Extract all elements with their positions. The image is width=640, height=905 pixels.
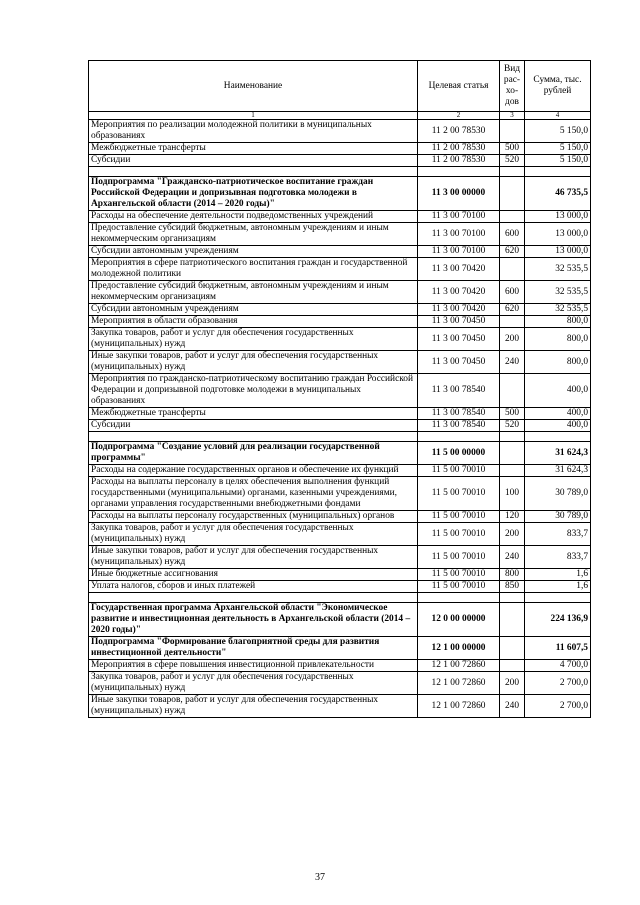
cell-amount: 13 000,0 <box>525 246 591 258</box>
cell-amount: 800,0 <box>525 351 591 374</box>
cell-expense-type: 620 <box>500 246 525 258</box>
cell-name: Мероприятия в сфере патриотического воспитания граждан и государственной молодежной политики <box>89 258 418 281</box>
cell-expense-type: 850 <box>500 581 525 593</box>
cell-expense-type: 240 <box>500 351 525 374</box>
cell-expense-type: 600 <box>500 223 525 246</box>
cell-target-code: 11 5 00 70010 <box>418 581 500 593</box>
cell-target-code: 12 1 00 72860 <box>418 695 500 718</box>
column-number: 2 <box>418 112 500 120</box>
cell-expense-type <box>500 603 525 637</box>
cell-name: Подпрограмма "Создание условий для реализации государственной программы" <box>89 442 418 465</box>
cell-target-code: 11 3 00 70100 <box>418 223 500 246</box>
cell-name: Иные закупки товаров, работ и услуг для обеспечения государственных (муниципальных) нужд <box>89 695 418 718</box>
budget-table-container <box>88 60 590 718</box>
cell-amount: 13 000,0 <box>525 223 591 246</box>
cell-name: Закупка товаров, работ и услуг для обеспечения государственных (муниципальных) нужд <box>89 328 418 351</box>
cell-name: Подпрограмма "Гражданско-патриотическое воспитание граждан Российской Федерации и допризывная подготовка молодежи в Архангельской области (2014 – 2020 годы)" <box>89 177 418 211</box>
empty-cell <box>89 167 418 177</box>
cell-target-code: 11 5 00 70010 <box>418 523 500 546</box>
cell-target-code: 11 3 00 78540 <box>418 374 500 408</box>
cell-target-code: 11 3 00 70100 <box>418 211 500 223</box>
cell-amount: 32 535,5 <box>525 258 591 281</box>
cell-name: Субсидии автономным учреждениям <box>89 246 418 258</box>
cell-expense-type <box>500 374 525 408</box>
table-row <box>89 374 591 408</box>
table-row <box>89 328 591 351</box>
empty-cell <box>525 593 591 603</box>
table-row <box>89 546 591 569</box>
spacer-row <box>89 593 591 603</box>
cell-name: Мероприятия в области образования <box>89 316 418 328</box>
cell-name: Закупка товаров, работ и услуг для обеспечения государственных (муниципальных) нужд <box>89 523 418 546</box>
column-number: 1 <box>89 112 418 120</box>
table-row <box>89 281 591 304</box>
cell-amount: 11 607,5 <box>525 637 591 660</box>
cell-name: Иные бюджетные ассигнования <box>89 569 418 581</box>
cell-name: Мероприятия в сфере повышения инвестиционной привлекательности <box>89 660 418 672</box>
cell-name: Подпрограмма "Формирование благоприятной среды для развития инвестиционной деятельности" <box>89 637 418 660</box>
cell-expense-type: 200 <box>500 328 525 351</box>
cell-name: Субсидии автономным учреждениям <box>89 304 418 316</box>
cell-target-code: 11 2 00 78530 <box>418 143 500 155</box>
table-row <box>89 477 591 511</box>
cell-name: Иные закупки товаров, работ и услуг для обеспечения государственных (муниципальных) нужд <box>89 351 418 374</box>
cell-expense-type: 500 <box>500 143 525 155</box>
cell-expense-type: 100 <box>500 477 525 511</box>
cell-target-code: 11 5 00 00000 <box>418 442 500 465</box>
table-row <box>89 581 591 593</box>
table-row <box>89 351 591 374</box>
cell-name: Субсидии <box>89 420 418 432</box>
cell-amount: 1,6 <box>525 569 591 581</box>
cell-target-code: 11 3 00 70420 <box>418 281 500 304</box>
column-number: 3 <box>500 112 525 120</box>
table-row <box>89 695 591 718</box>
cell-target-code: 11 5 00 70010 <box>418 477 500 511</box>
cell-expense-type: 800 <box>500 569 525 581</box>
cell-target-code: 11 5 00 70010 <box>418 546 500 569</box>
table-row <box>89 603 591 637</box>
cell-expense-type: 520 <box>500 420 525 432</box>
header-sum: Сумма, тыс. рублей <box>525 61 591 112</box>
cell-expense-type: 600 <box>500 281 525 304</box>
cell-amount: 833,7 <box>525 523 591 546</box>
table-row <box>89 442 591 465</box>
table-row <box>89 420 591 432</box>
cell-name: Расходы на выплаты персоналу государственных (муниципальных) органов <box>89 511 418 523</box>
cell-target-code: 12 1 00 72860 <box>418 672 500 695</box>
table-row <box>89 223 591 246</box>
page-number: 37 <box>315 872 325 883</box>
cell-amount: 30 789,0 <box>525 477 591 511</box>
cell-target-code: 11 3 00 70100 <box>418 246 500 258</box>
empty-cell <box>500 432 525 442</box>
cell-target-code: 11 3 00 70450 <box>418 351 500 374</box>
table-row <box>89 177 591 211</box>
table-row <box>89 316 591 328</box>
cell-expense-type <box>500 442 525 465</box>
cell-amount: 5 150,0 <box>525 143 591 155</box>
table-row <box>89 155 591 167</box>
cell-name: Расходы на выплаты персоналу в целях обеспечения выполнения функций государственными (муниципальными) органами, казенными учреждениями, органами управления государственными внебюджетными фондами <box>89 477 418 511</box>
cell-expense-type: 500 <box>500 408 525 420</box>
cell-name: Предоставление субсидий бюджетным, автономным учреждениям и иным некоммерческим организациям <box>89 223 418 246</box>
cell-expense-type: 620 <box>500 304 525 316</box>
cell-target-code: 11 2 00 78530 <box>418 120 500 143</box>
cell-expense-type: 520 <box>500 155 525 167</box>
cell-expense-type <box>500 258 525 281</box>
empty-cell <box>89 593 418 603</box>
empty-cell <box>525 167 591 177</box>
cell-target-code: 11 3 00 78540 <box>418 408 500 420</box>
cell-target-code: 11 5 00 70010 <box>418 511 500 523</box>
cell-amount: 2 700,0 <box>525 672 591 695</box>
empty-cell <box>89 432 418 442</box>
table-body <box>89 120 591 718</box>
cell-expense-type <box>500 120 525 143</box>
cell-name: Государственная программа Архангельской области "Экономическое развитие и инвестиционная деятельность в Архангельской области (2014 – 2020 годы)" <box>89 603 418 637</box>
table-row <box>89 120 591 143</box>
cell-expense-type <box>500 465 525 477</box>
cell-name: Расходы на обеспечение деятельности подведомственных учреждений <box>89 211 418 223</box>
cell-name: Межбюджетные трансферты <box>89 408 418 420</box>
spacer-row <box>89 167 591 177</box>
header-code: Целевая статья <box>418 61 500 112</box>
table-row <box>89 511 591 523</box>
empty-cell <box>500 167 525 177</box>
cell-target-code: 11 2 00 78530 <box>418 155 500 167</box>
cell-target-code: 12 1 00 72860 <box>418 660 500 672</box>
cell-amount: 800,0 <box>525 316 591 328</box>
cell-name: Закупка товаров, работ и услуг для обеспечения государственных (муниципальных) нужд <box>89 672 418 695</box>
cell-amount: 32 535,5 <box>525 281 591 304</box>
cell-target-code: 11 3 00 78540 <box>418 420 500 432</box>
cell-amount: 32 535,5 <box>525 304 591 316</box>
cell-amount: 400,0 <box>525 420 591 432</box>
table-row <box>89 637 591 660</box>
cell-expense-type: 240 <box>500 546 525 569</box>
cell-amount: 4 700,0 <box>525 660 591 672</box>
cell-target-code: 11 3 00 70450 <box>418 316 500 328</box>
cell-amount: 5 150,0 <box>525 155 591 167</box>
cell-target-code: 11 5 00 70010 <box>418 465 500 477</box>
cell-amount: 5 150,0 <box>525 120 591 143</box>
cell-name: Иные закупки товаров, работ и услуг для обеспечения государственных (муниципальных) нужд <box>89 546 418 569</box>
cell-amount: 224 136,9 <box>525 603 591 637</box>
table-row <box>89 143 591 155</box>
cell-expense-type: 200 <box>500 523 525 546</box>
table-row <box>89 408 591 420</box>
cell-amount: 2 700,0 <box>525 695 591 718</box>
cell-amount: 30 789,0 <box>525 511 591 523</box>
table-row <box>89 211 591 223</box>
cell-target-code: 11 3 00 70420 <box>418 304 500 316</box>
cell-amount: 46 735,5 <box>525 177 591 211</box>
header-vid: Вид рас-хо-дов <box>500 61 525 112</box>
cell-name: Уплата налогов, сборов и иных платежей <box>89 581 418 593</box>
cell-expense-type <box>500 177 525 211</box>
cell-amount: 13 000,0 <box>525 211 591 223</box>
empty-cell <box>500 593 525 603</box>
cell-expense-type: 240 <box>500 695 525 718</box>
empty-cell <box>525 432 591 442</box>
cell-amount: 833,7 <box>525 546 591 569</box>
cell-target-code: 12 1 00 00000 <box>418 637 500 660</box>
table-row <box>89 258 591 281</box>
table-row <box>89 465 591 477</box>
cell-amount: 31 624,3 <box>525 465 591 477</box>
header-name: Наименование <box>89 61 418 112</box>
cell-name: Межбюджетные трансферты <box>89 143 418 155</box>
cell-target-code: 11 3 00 70450 <box>418 328 500 351</box>
empty-cell <box>418 593 500 603</box>
cell-target-code: 11 3 00 00000 <box>418 177 500 211</box>
table-row <box>89 246 591 258</box>
cell-expense-type <box>500 637 525 660</box>
cell-name: Расходы на содержание государственных органов и обеспечение их функций <box>89 465 418 477</box>
table-row <box>89 672 591 695</box>
cell-amount: 400,0 <box>525 374 591 408</box>
column-number: 4 <box>525 112 591 120</box>
cell-expense-type <box>500 316 525 328</box>
cell-target-code: 12 0 00 00000 <box>418 603 500 637</box>
cell-amount: 400,0 <box>525 408 591 420</box>
cell-amount: 1,6 <box>525 581 591 593</box>
table-row <box>89 523 591 546</box>
cell-name: Предоставление субсидий бюджетным, автономным учреждениям и иным некоммерческим организациям <box>89 281 418 304</box>
cell-amount: 31 624,3 <box>525 442 591 465</box>
column-number-row <box>89 112 591 120</box>
cell-amount: 800,0 <box>525 328 591 351</box>
table-row <box>89 569 591 581</box>
cell-target-code: 11 3 00 70420 <box>418 258 500 281</box>
cell-name: Мероприятия по реализации молодежной политики в муниципальных образованиях <box>89 120 418 143</box>
cell-expense-type <box>500 211 525 223</box>
cell-target-code: 11 5 00 70010 <box>418 569 500 581</box>
table-row <box>89 304 591 316</box>
spacer-row <box>89 432 591 442</box>
table-row <box>89 660 591 672</box>
empty-cell <box>418 167 500 177</box>
empty-cell <box>418 432 500 442</box>
budget-table <box>88 60 591 718</box>
cell-expense-type: 200 <box>500 672 525 695</box>
table-header-row <box>89 61 591 112</box>
cell-expense-type <box>500 660 525 672</box>
cell-name: Мероприятия по гражданско-патриотическому воспитанию граждан Российской Федерации и допризывной подготовке молодежи в муниципальных образованиях <box>89 374 418 408</box>
cell-expense-type: 120 <box>500 511 525 523</box>
cell-name: Субсидии <box>89 155 418 167</box>
